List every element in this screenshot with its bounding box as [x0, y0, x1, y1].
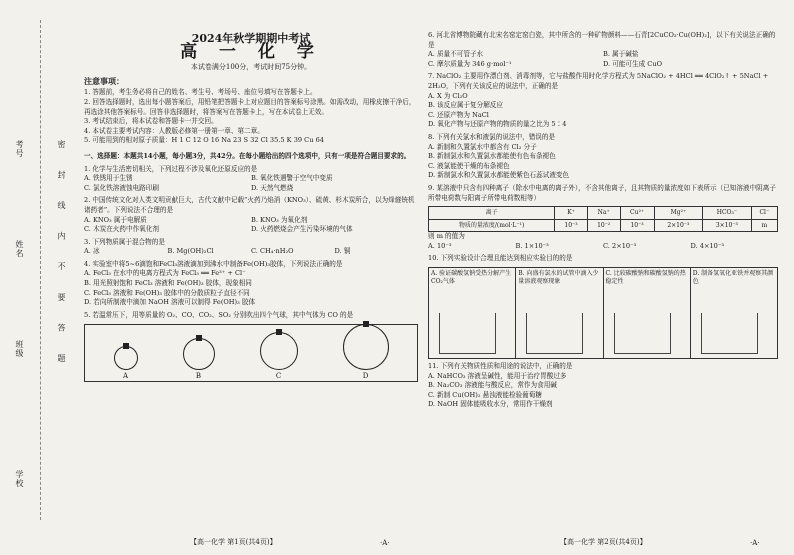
note-item: 1. 答题前，考生务必将自己的姓名、考生号、考场号、座位号填写在答题卡上。: [84, 88, 317, 97]
apparatus-figure: [701, 313, 758, 354]
option: A. 冰: [84, 247, 100, 256]
option: D. 4×10⁻³: [690, 241, 724, 250]
table-header-cell: Cu²⁺: [620, 207, 654, 220]
table-row: [429, 219, 778, 232]
option: D. 可能可生成 CuO: [603, 59, 663, 68]
option: C. FeCl₃ 溶液和 Fe(OH)₃ 胶体中的分散质粒子直径不同: [84, 288, 250, 297]
option: B. 用光照射饱和 FeCl₃ 溶液和 Fe(OH)₃ 胶体，现象相同: [84, 279, 252, 288]
options: [84, 174, 418, 193]
subject-title: 高 一 化 学: [180, 41, 322, 62]
question-stem: 8. 下列有关氯水和液氯的说法中，错误的是: [428, 132, 556, 141]
option: B. 新制氯水和久置氯水都能使有色布条褪色: [428, 152, 556, 161]
table-header-cell: Mg²⁺: [654, 207, 703, 220]
table-cell: 10⁻³: [620, 219, 654, 232]
sidebar-label-class: 班级: [15, 340, 24, 358]
question-1: [84, 165, 418, 194]
experiment-text: C. 比较碳酸钠和碳酸氢钠的热稳定性: [605, 270, 686, 286]
option: C. 氯化铁溶液蚀电路印刷: [84, 183, 159, 192]
notes-heading: 注意事项：: [84, 75, 124, 86]
table-header-cell: K⁺: [555, 207, 588, 220]
paper-code-right: ·A·: [750, 539, 760, 547]
table-cell: 10⁻³: [555, 219, 588, 232]
page-footer-right: 【高一化学 第2页(共4页)】: [560, 538, 647, 546]
option: D. 新制氯水和久置氯水都能使紫色石蕊试液变色: [428, 171, 570, 180]
option: D. 天然气燃烧: [251, 183, 294, 192]
option: C. 2×10⁻³: [603, 241, 637, 250]
exam-info: 本试卷满分100分，考试时间75分钟。: [190, 63, 312, 72]
note-item: 5. 可能用到的相对原子质量：H 1 C 12 O 16 Na 23 S 32 Cl 35.5 K 39 Cu 64: [84, 136, 324, 145]
apparatus-figure: [614, 313, 671, 354]
table-cell: 2×10⁻³: [654, 219, 703, 232]
table-cell: m: [751, 219, 777, 232]
option: A. KNO₃ 属于电解质: [84, 215, 147, 224]
option: B. KNO₃ 为氧化剂: [251, 215, 308, 224]
options: [84, 247, 418, 257]
page-footer-left: 【高一化学 第1页(共4页)】: [190, 538, 277, 546]
balloon-figure: [84, 324, 418, 382]
option: C. 新制 Cu(OH)₂ 悬浊液能检验葡萄糖: [428, 390, 542, 399]
balloon-label: A: [122, 371, 129, 380]
question-5: [84, 311, 418, 383]
question-stem: 9. 某溶液中只含有四种离子（除水中电离的离子外），不含其他离子，且其物质的量浓度如下表所示（已知溶液中阴离子所带电荷数与阳离子所带电荷数相等）: [428, 183, 776, 202]
option: B. 1×10⁻³: [515, 241, 549, 250]
section-heading: 一、选择题：本题共14小题，每小题3分，共42分。在每小题给出的四个选项中，只有一项是符合题目要求的。: [84, 151, 411, 160]
left-column: [84, 28, 418, 382]
option: B. 该反应属于复分解反应: [428, 101, 503, 110]
question-9: [428, 184, 778, 252]
exam-title: 2024年秋学期期中考试: [191, 32, 311, 45]
experiment-c: [604, 268, 691, 358]
option: A. 铁锈用于生锈: [84, 174, 133, 183]
experiment-a: [429, 268, 516, 358]
note-item: 2. 回答选择题时，选出每小题答案后，用铅笔把答题卡上对应题目的答案标号涂黑。如需改动，用橡皮擦干净后，再选涂其他答案标号。回答非选择题时，将答案写在答题卡上，写在本试卷上无效。: [84, 97, 416, 116]
table-header-row: [429, 207, 778, 220]
seal-line-text: 密 封 线 内 不 要 答 题: [57, 140, 66, 372]
paper-code-left: ·A·: [380, 539, 390, 547]
question-7: [428, 72, 778, 130]
option: D. 铜: [334, 247, 351, 256]
option: C. 木炭在火药中作氧化剂: [84, 225, 159, 234]
table-header-cell: 离子: [429, 207, 555, 220]
experiment-b: [516, 268, 603, 358]
option: A. 新制和久置氯水中都含有 Cl₂ 分子: [428, 142, 537, 151]
option: A. 质量不可管子水: [428, 50, 484, 59]
apparatus-figure: [526, 313, 583, 354]
option: C. CH₄·nH₂O: [251, 247, 294, 256]
balloon-label: B: [195, 371, 202, 380]
question-8: [428, 133, 778, 181]
option: A. 10⁻³: [428, 241, 452, 250]
balloon-a: [114, 346, 138, 382]
table-cell: 10⁻²: [587, 219, 620, 232]
option: D. 若向所制液中滴加 NaOH 溶液可以制得 Fe(OH)₃ 胶体: [84, 298, 256, 307]
balloon-label: D: [362, 371, 369, 380]
question-stem: 5. 若温常压下，用等质量的 O₂、CO、CO₂、SO₂ 分别吹出四个气球，其中气体为 CO 的是: [84, 310, 354, 319]
table-cell: 物质的量浓度/(mol·L⁻¹): [429, 219, 555, 232]
note-item: 3. 考试结束后，将本试卷和答题卡一并交回。: [84, 117, 218, 126]
sidebar-label-exam-number: 考号: [15, 140, 24, 158]
question-6: [428, 31, 778, 69]
table-header-cell: Na⁺: [587, 207, 620, 220]
table-header-cell: Cl⁻: [751, 207, 777, 220]
experiment-text: A. 验证碳酸氢钠受热分解产生CO₂气体: [431, 270, 512, 286]
seal-line: [40, 20, 41, 520]
question-10: [428, 254, 778, 359]
option: C. 液氯能使干燥的布条褪色: [428, 161, 510, 170]
apparatus-figure: [439, 313, 496, 354]
option: B. Mg(OH)₂Cl: [167, 247, 214, 256]
sidebar-label-name: 姓名: [15, 240, 24, 258]
balloon-b: [183, 338, 215, 382]
option: A. FeCl₃ 在水中的电离方程式为 FeCl₃ ══ Fe³⁺ + Cl⁻: [84, 269, 246, 278]
note-item: 4. 本试卷主要考试内容：人教版必修第一册第一章、第二章。: [84, 126, 264, 135]
balloon-label: C: [275, 371, 282, 380]
option: B. 属于碱盐: [603, 50, 639, 59]
experiment-text: D. 制备氢氧化亚铁并观察其颜色: [692, 270, 774, 286]
question-stem: 11. 下列有关物质性质和用途的说法中，正确的是: [428, 362, 573, 371]
question-stem: 1. 化学与生活密切相关，下列过程不涉及氧化还原反应的是: [84, 164, 258, 173]
question-stem: 7. NaClO₂ 主要用作漂白剂、消毒剂等，它与盐酸作用时化学方程式为 5NaClO₂ + 4HCl ══ 4ClO₂↑ + 5NaCl + 2H₂O，下列有关该反应的说法中，正确的是: [428, 72, 769, 90]
balloon-d: [343, 324, 389, 382]
option: B. 氧化铁遇警于空气中变质: [251, 174, 333, 183]
option: A. NaHCO₃ 溶液呈碱性，能用于治疗胃酸过多: [428, 371, 567, 380]
question-stem: 2. 中国传统文化对人类文明贡献巨大，古代文献中记载“火药乃焰消（KNO₃）、硫黄、杉木炭所合，以为烽燧铳机诸药者”。下列说法不合理的是: [84, 196, 415, 214]
table-header-cell: HCO₃⁻: [703, 207, 752, 220]
question-3: [84, 238, 418, 257]
options: [428, 50, 778, 69]
experiment-text: B. 向盛有氯水的试管中滴入少量溶液观察现象: [518, 270, 599, 286]
sidebar-label-school: 学校: [15, 470, 24, 488]
question-4: [84, 260, 418, 308]
question-11: [428, 362, 778, 410]
question-stem: 6. 河北省博物院藏有北宋名窑定窑白瓷，其中所含的一种矿物颜料——石青[2CuCO₃·Cu(OH)₂]，以下有关说法正确的是: [428, 31, 776, 49]
binding-sidebar: [14, 40, 38, 510]
option: C. 摩尔质量为 346 g·mol⁻¹: [428, 59, 512, 68]
question-stem: 4. 实验室中将5~6滴饱和FeCl₃溶液滴加到沸水中制备Fe(OH)₃胶体，下列说法正确的是: [84, 259, 343, 268]
option: A. X 为 Cl₂O: [428, 91, 468, 100]
option: D. 火药燃烧会产生污染环境的气体: [251, 225, 353, 234]
question-tail: 则 m 的值为: [428, 232, 465, 241]
option: B. Na₂CO₃ 溶液能与酸反应，常作为食用碱: [428, 381, 557, 390]
experiment-d: [691, 268, 777, 358]
right-column: [428, 28, 778, 410]
options: [84, 216, 418, 235]
question-2: [84, 196, 418, 234]
option: D. NaOH 固体能吸收水分，常用作干燥剂: [428, 400, 553, 409]
experiment-grid: [428, 267, 778, 359]
table-cell: 3×10⁻³: [703, 219, 752, 232]
options: [428, 242, 778, 252]
question-stem: 3. 下列物质属于混合物的是: [84, 237, 165, 246]
option: C. 还原产物为 NaCl: [428, 110, 489, 119]
balloon-c: [260, 332, 298, 382]
ion-table: [428, 206, 778, 232]
question-stem: 10. 下列实验设计合理且能达到相应实验目的的是: [428, 254, 573, 263]
option: D. 氧化产物与还原产物的物质的量之比为 5∶4: [428, 120, 567, 129]
